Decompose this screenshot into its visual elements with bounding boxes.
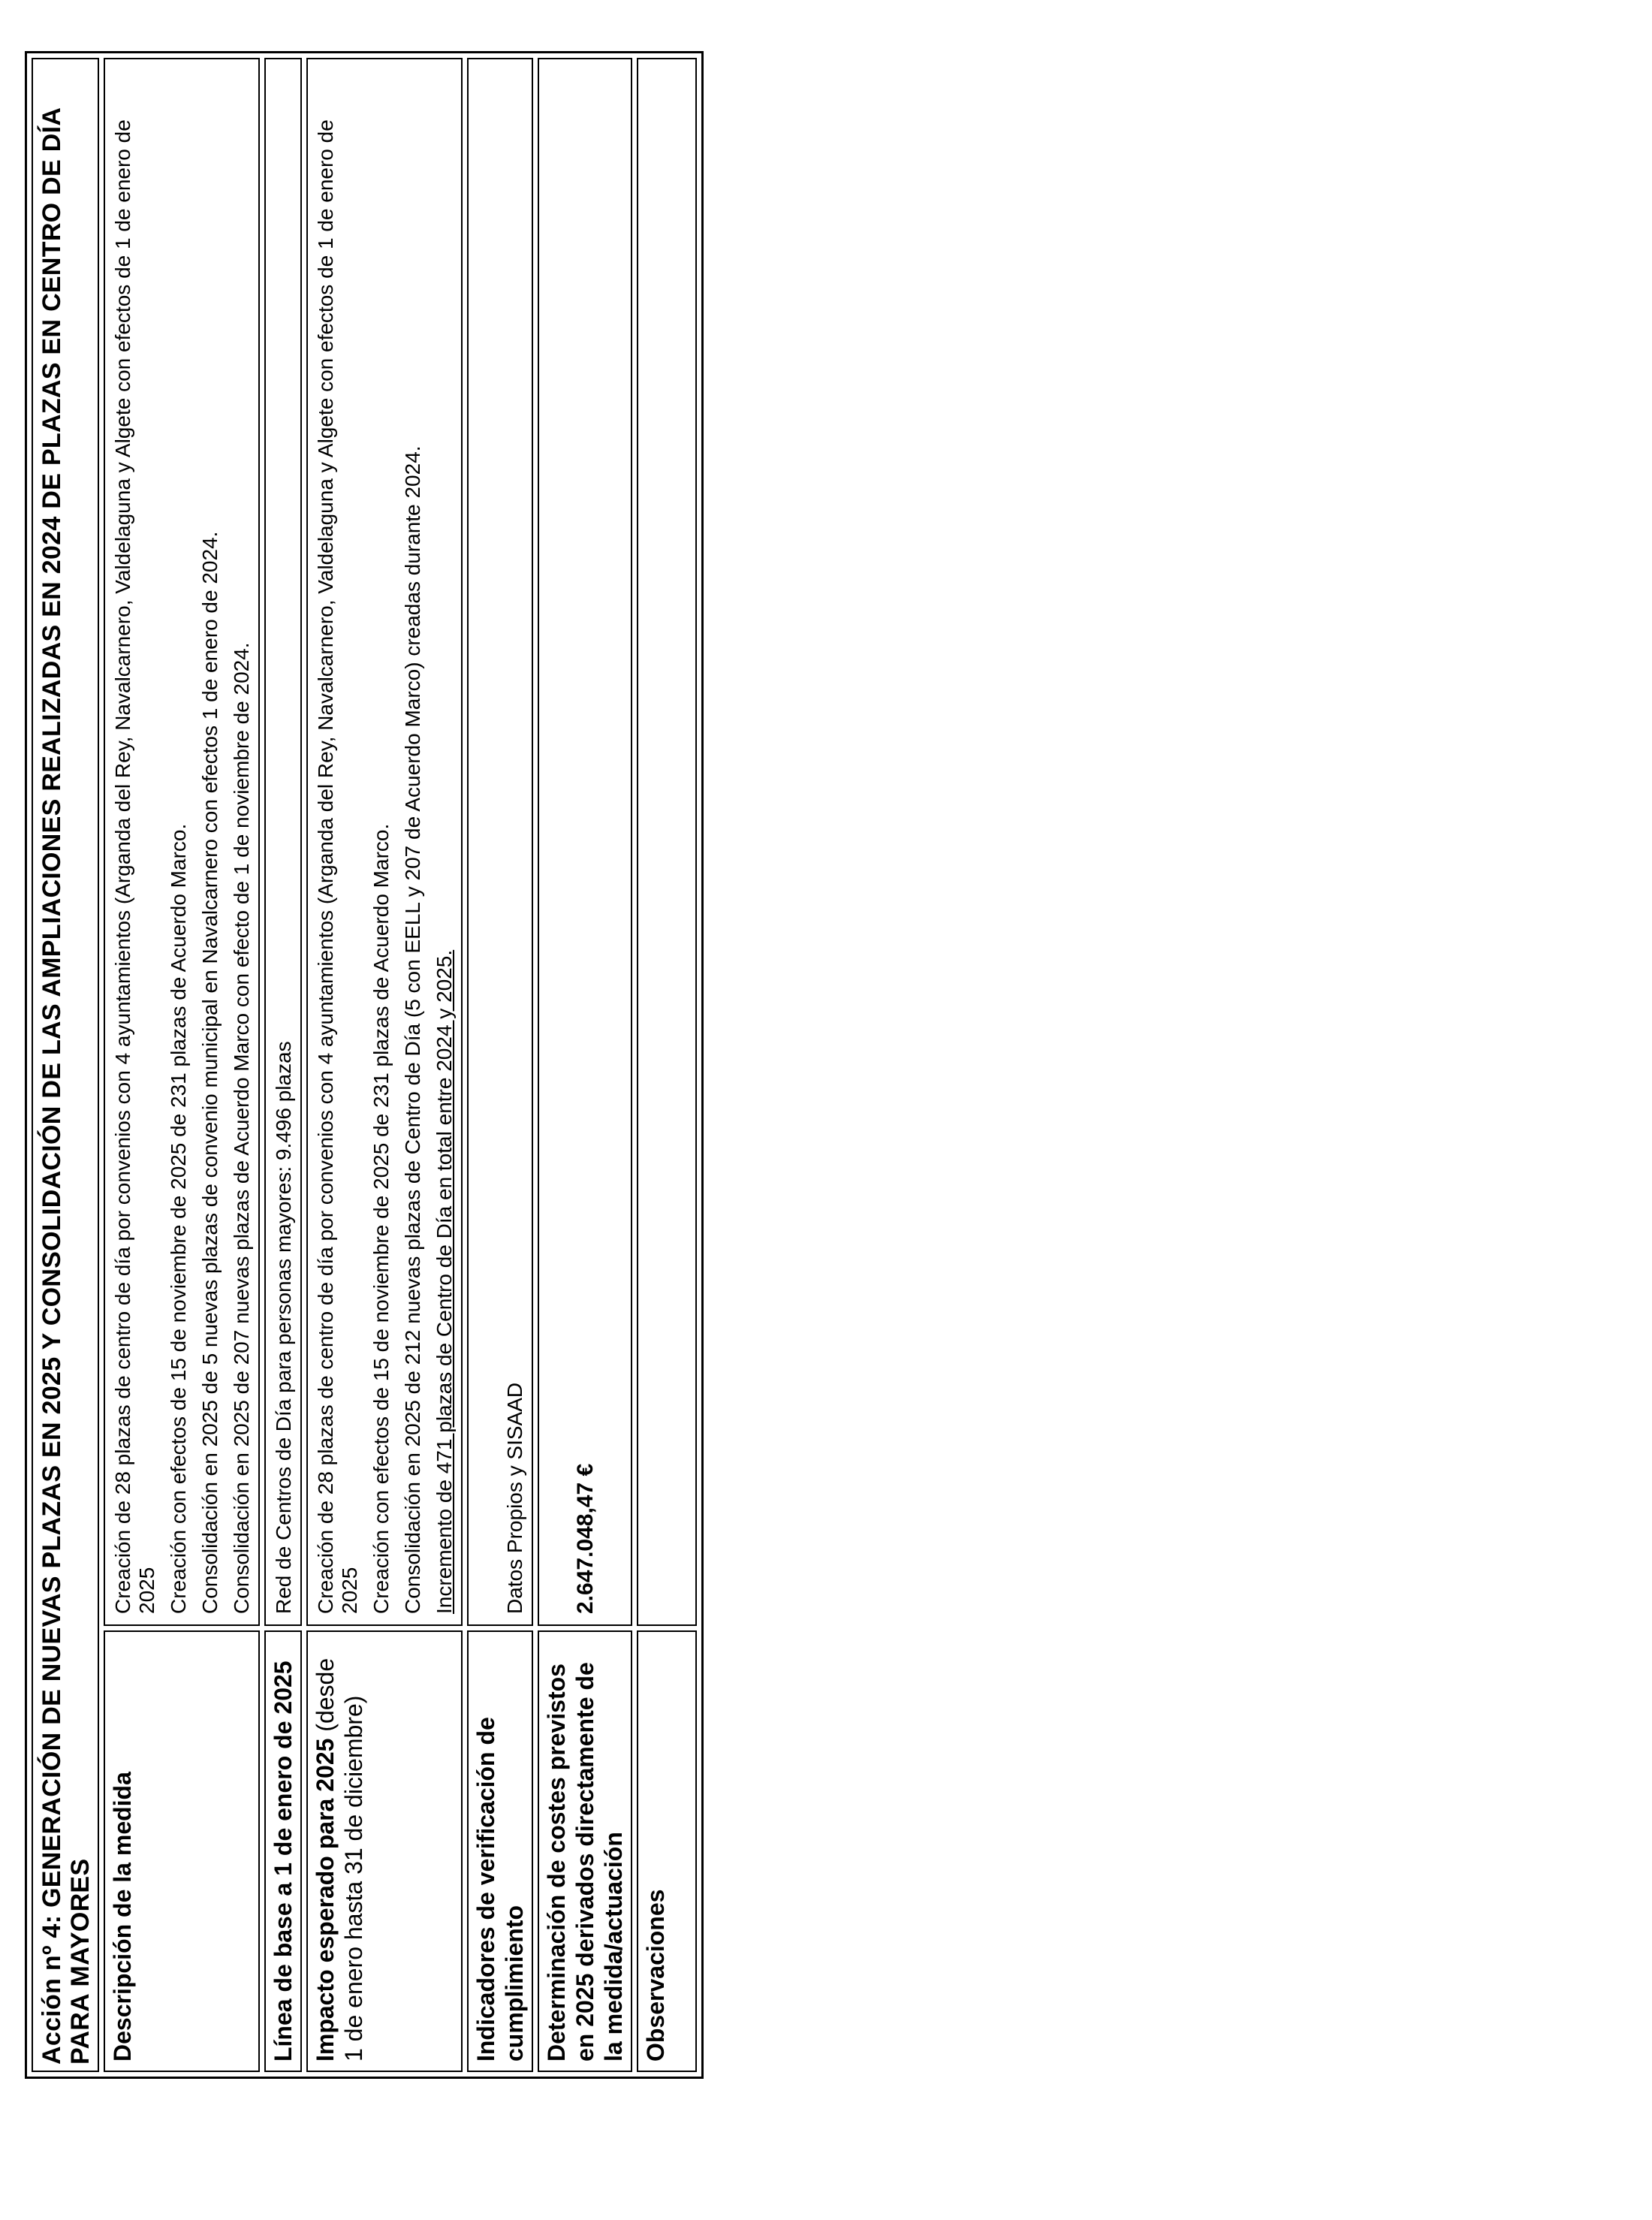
impacto-paragraph: Consolidación en 2025 de 212 nuevas plazas de Centro de Día (5 con EELL y 207 de Acuerdo Marco) creadas durante 2024. xyxy=(401,445,424,1614)
table-row-descripcion xyxy=(104,58,260,2072)
descripcion-content xyxy=(104,58,260,1626)
costes-value: 2.647.048,47 € xyxy=(573,1463,598,1614)
impacto-paragraph: Creación de 28 plazas de centro de día por convenios con 4 ayuntamientos (Arganda del Rey, Navalcarnero, Valdelaguna y Algete con efectos de 1 de enero de 2025 xyxy=(314,119,361,1614)
impacto-label xyxy=(306,1630,463,2072)
costes-content xyxy=(538,58,632,1626)
title-row xyxy=(32,58,99,2072)
table-row-indicadores xyxy=(467,58,533,2072)
action-table xyxy=(25,51,704,2079)
action-title: Acción nº 4: GENERACIÓN DE NUEVAS PLAZAS EN 2025 Y CONSOLIDACIÓN DE LAS AMPLIACIONES REALIZADAS EN 2024 DE PLAZAS EN CENTRO DE DÍA PARA MAYORES xyxy=(32,58,99,2072)
linea-base-value: Red de Centros de Día para personas mayores: 9.496 plazas xyxy=(264,58,302,1626)
indicadores-value: Datos Propios y SISAAD xyxy=(467,58,533,1626)
impacto-content xyxy=(306,58,463,1626)
observaciones-value xyxy=(637,58,697,1626)
observaciones-label: Observaciones xyxy=(637,1630,697,2072)
costes-label: Determinación de costes previstos en 2025 derivados directamente de la medida/actuación xyxy=(538,1630,632,2072)
table-row-impacto xyxy=(306,58,463,2072)
descripcion-paragraph: Creación de 28 plazas de centro de día por convenios con 4 ayuntamientos (Arganda del Rey, Navalcarnero, Valdelaguna y Algete con efectos de 1 de enero de 2025 xyxy=(111,119,158,1614)
table-row-costes xyxy=(538,58,632,2072)
linea-base-label: Línea de base a 1 de enero de 2025 xyxy=(264,1630,302,2072)
descripcion-paragraph: Consolidación en 2025 de 5 nuevas plazas de convenio municipal en Navalcarnero con efectos 1 de enero de 2024. xyxy=(198,531,222,1614)
table-row-observaciones xyxy=(637,58,697,2072)
indicadores-label: Indicadores de verificación de cumplimiento xyxy=(467,1630,533,2072)
impacto-total: Incremento de 471 plazas de Centro de Día en total entre 2024 y 2025. xyxy=(433,949,456,1614)
descripcion-paragraph: Consolidación en 2025 de 207 nuevas plazas de Acuerdo Marco con efecto de 1 de noviembre de 2024. xyxy=(230,642,253,1614)
descripcion-paragraph: Creación con efectos de 15 de noviembre de 2025 de 231 plazas de Acuerdo Marco. xyxy=(167,823,190,1614)
impacto-label-bold: Impacto esperado para 2025 xyxy=(312,1738,339,2062)
impacto-paragraph: Creación con efectos de 15 de noviembre de 2025 de 231 plazas de Acuerdo Marco. xyxy=(369,823,393,1614)
descripcion-label: Descripción de la medida xyxy=(104,1630,260,2072)
table-row-linea-base xyxy=(264,58,302,2072)
impacto-label-rest: (desde 1 de enero hasta 31 de diciembre) xyxy=(312,1657,367,2062)
rotated-page xyxy=(25,51,791,2079)
